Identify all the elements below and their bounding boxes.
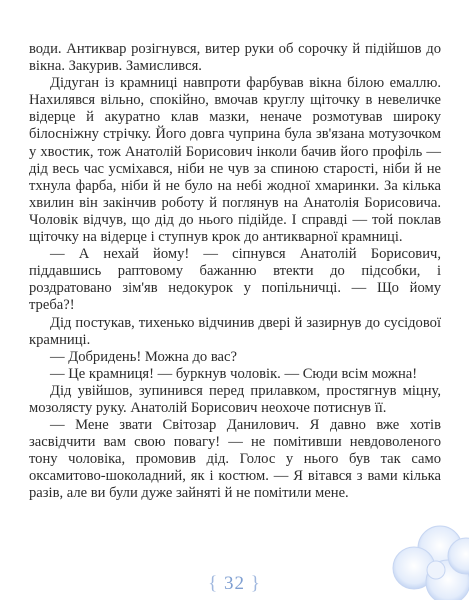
- flower-decoration-icon: [374, 490, 469, 600]
- paragraph: — Це крамниця! — буркнув чоловік. — Сюди всім можна!: [50, 365, 418, 382]
- paragraph: Дід увійшов, зупинився перед прилавком, простягнув міцну, мозолясту руку. Анатолій Борисович неохоче потиснув її.: [29, 382, 441, 416]
- paragraph: — Мене звати Світозар Данилович. Я давно вже хотів засвідчити вам свою повагу! — не помітивши невдоволеного тону чоловіка, промовив дід. Голос у нього був так само оксамитово-шоколадний, як і костюм. — Я вітався з вами кілька разів, але ви були дуже зайняті й не помітили мене.: [29, 417, 441, 502]
- paragraph: Дідуган із крамниці навпроти фарбував вікна білою емаллю. Нахилявся вільно, спокійно, вмочав круглу щіточку в невеличке відерце й акуратно клав мазки, неначе розмотував широку білосніжну стрічку. Його довга чуприна була зв'язана мотузочком у хвостик, тож Анатолій Борисович інколи бачив його профіль — дід весь час усміхався, ніби не чув за спиною старості, ніби й не тхнула фарба, ніби й не було на небі жодної хмаринки. За кілька хвилин він закінчив роботу й поглянув на Анатолія Борисовича. Чоловік відчув, що дід до нього підійде. І справді — той поклав щіточку на відерце і ступнув крок до антикварної крамниці.: [29, 75, 441, 246]
- paragraph: води. Антиквар розігнувся, витер руки об сорочку й підійшов до вікна. Закурив. Замислився.: [29, 41, 441, 75]
- paragraph: Дід постукав, тихенько відчинив двері й зазирнув до сусідової крамниці.: [29, 314, 441, 348]
- paragraph: — А нехай йому! — сіпнувся Анатолій Борисович, піддавшись раптовому бажанню втекти до підсобки, і роздратовано зім'яв недокурок у попільничці. — Що йому треба?!: [29, 246, 441, 314]
- paragraph: — Добридень! Можна до вас?: [50, 348, 237, 365]
- page-number-brace-right: }: [250, 573, 261, 594]
- page-body: [29, 41, 441, 503]
- page-number-value: 32: [224, 573, 245, 594]
- page-number-brace-left: {: [208, 573, 219, 594]
